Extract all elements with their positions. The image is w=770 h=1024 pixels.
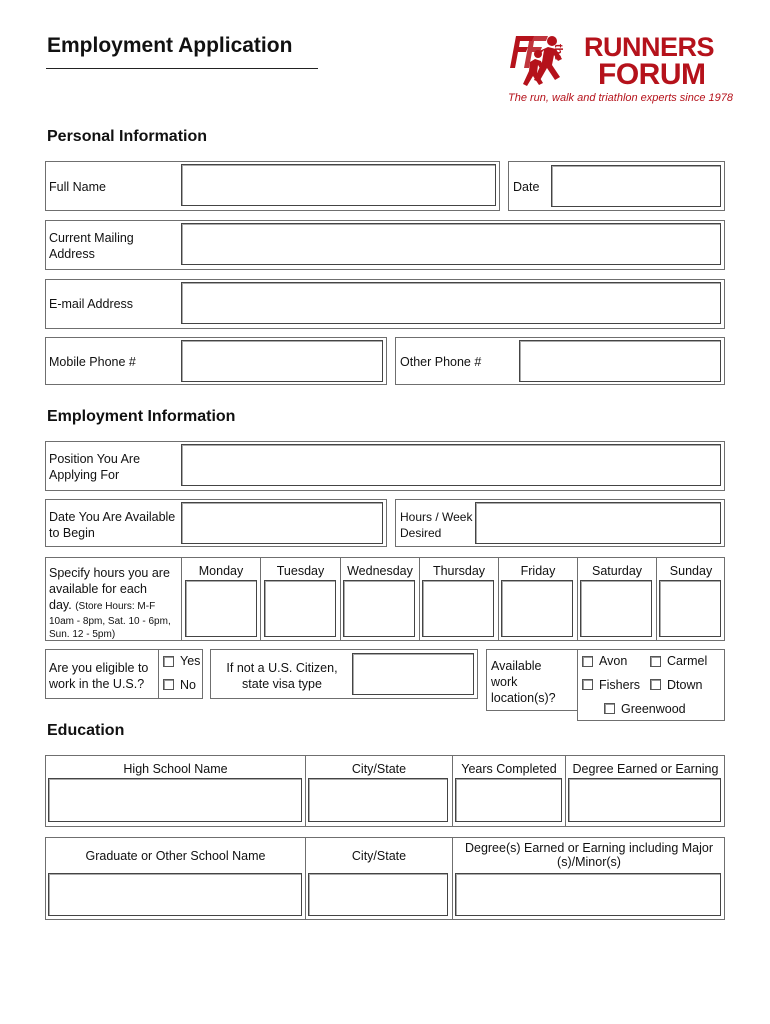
availability-label-line2: available for each (49, 582, 147, 596)
title-divider (46, 68, 318, 69)
runners-forum-logo (508, 30, 734, 108)
high-school-city-header: City/State (351, 762, 407, 776)
available-date-label-line2: to Begin (49, 526, 95, 540)
eligible-no-checkbox[interactable] (163, 679, 174, 690)
location-fishers-label: Fishers (599, 678, 640, 692)
available-date-field[interactable] (181, 502, 383, 544)
logo-tagline: The run, walk and triathlon experts since 1978 (508, 92, 734, 104)
store-hours-line2: 10am - 8pm, Sat. 10 - 6pm, (49, 616, 171, 627)
hours-week-label-line1: Hours / Week (400, 510, 473, 524)
eligible-yes-checkbox[interactable] (163, 656, 174, 667)
grad-school-name-header: Graduate or Other School Name (85, 849, 266, 863)
mobile-phone-label: Mobile Phone # (49, 355, 136, 369)
position-label-line2: Applying For (49, 468, 120, 482)
visa-label-line1: If not a U.S. Citizen, (226, 661, 338, 675)
location-greenwood-label: Greenwood (621, 702, 686, 716)
logo-runners: RUNNERS (584, 32, 715, 62)
degree-earned-header: Degree Earned or Earning (572, 762, 719, 776)
hours-week-field[interactable] (475, 502, 721, 544)
locations-label (491, 658, 556, 706)
runner-figures-icon (508, 32, 578, 94)
date-field[interactable] (551, 165, 721, 207)
mailing-address-label (49, 230, 134, 262)
hours-week-label (400, 509, 472, 541)
store-hours-line1: (Store Hours: M-F (75, 601, 156, 612)
day-header-sunday: Sunday (669, 564, 713, 578)
high-school-city-field[interactable] (308, 778, 448, 822)
education-heading: Education (47, 722, 125, 739)
locations-label-line1: Available (491, 659, 542, 673)
personal-info-heading: Personal Information (47, 128, 208, 145)
day-header-monday: Monday (198, 564, 244, 578)
sunday-hours-field[interactable] (659, 580, 721, 637)
mailing-address-label-line2: Address (49, 247, 95, 261)
other-phone-label: Other Phone # (400, 355, 482, 369)
availability-label-day: day. (49, 598, 72, 612)
location-avon-label: Avon (599, 654, 628, 668)
email-field[interactable] (181, 282, 721, 324)
day-header-tuesday: Tuesday (276, 564, 325, 578)
friday-hours-field[interactable] (501, 580, 573, 637)
day-header-thursday: Thursday (432, 564, 486, 578)
availability-label-line1: Specify hours you are (49, 566, 170, 580)
eligibility-label (49, 660, 148, 692)
grad-school-city-field[interactable] (308, 873, 448, 916)
visa-type-field[interactable] (352, 653, 474, 695)
position-label-line1: Position You Are (49, 452, 141, 466)
eligible-no-label: No (180, 678, 196, 692)
grad-school-name-field[interactable] (48, 873, 302, 916)
locations-label-line2: work (491, 675, 518, 689)
visa-label-line2: state visa type (242, 677, 322, 691)
high-school-name-header: High School Name (123, 762, 228, 776)
years-completed-header: Years Completed (461, 762, 557, 776)
location-dtown-checkbox[interactable] (650, 679, 661, 690)
day-header-saturday: Saturday (591, 564, 643, 578)
logo-forum: FORUM (598, 58, 706, 91)
degree-earned-field[interactable] (568, 778, 721, 822)
other-phone-field[interactable] (519, 340, 721, 382)
full-name-field[interactable] (181, 164, 496, 206)
eligible-yes-label: Yes (180, 654, 201, 668)
availability-label (49, 565, 171, 641)
available-date-label (49, 509, 175, 541)
location-carmel-label: Carmel (667, 654, 708, 668)
store-hours-line3: Sun. 12 - 5pm) (49, 629, 116, 640)
available-date-label-line1: Date You Are Available (49, 510, 176, 524)
locations-label-line3: location(s)? (491, 691, 556, 705)
day-header-wednesday: Wednesday (347, 564, 413, 578)
visa-label (212, 660, 352, 692)
eligibility-label-line1: Are you eligible to (49, 661, 149, 675)
position-field[interactable] (181, 444, 721, 486)
position-label (49, 451, 140, 483)
location-carmel-checkbox[interactable] (650, 656, 661, 667)
wednesday-hours-field[interactable] (343, 580, 415, 637)
mailing-address-label-line1: Current Mailing (49, 231, 134, 245)
monday-hours-field[interactable] (185, 580, 257, 637)
degrees-major-header (453, 841, 725, 869)
day-header-friday: Friday (520, 564, 556, 578)
degrees-major-header-line1: Degree(s) Earned or Earning including Major (464, 841, 714, 855)
email-label: E-mail Address (49, 297, 134, 311)
availability-label-line3 (49, 597, 171, 615)
mobile-phone-field[interactable] (181, 340, 383, 382)
degrees-major-field[interactable] (455, 873, 721, 916)
location-greenwood-checkbox[interactable] (604, 703, 615, 714)
location-fishers-checkbox[interactable] (582, 679, 593, 690)
location-avon-checkbox[interactable] (582, 656, 593, 667)
hours-week-label-line2: Desired (400, 526, 442, 540)
eligibility-divider (158, 649, 159, 699)
date-label: Date (513, 180, 540, 194)
employment-info-heading: Employment Information (47, 408, 236, 425)
saturday-hours-field[interactable] (580, 580, 652, 637)
grad-school-city-header: City/State (351, 849, 407, 863)
location-dtown-label: Dtown (667, 678, 703, 692)
eligibility-label-line2: work in the U.S.? (49, 677, 145, 691)
thursday-hours-field[interactable] (422, 580, 494, 637)
logo-the: the (552, 44, 564, 61)
years-completed-field[interactable] (455, 778, 562, 822)
page-title: Employment Application (47, 34, 293, 57)
tuesday-hours-field[interactable] (264, 580, 336, 637)
high-school-name-field[interactable] (48, 778, 302, 822)
degrees-major-header-line2: (s)/Minor(s) (557, 855, 621, 869)
full-name-label: Full Name (49, 180, 106, 194)
mailing-address-field[interactable] (181, 223, 721, 265)
